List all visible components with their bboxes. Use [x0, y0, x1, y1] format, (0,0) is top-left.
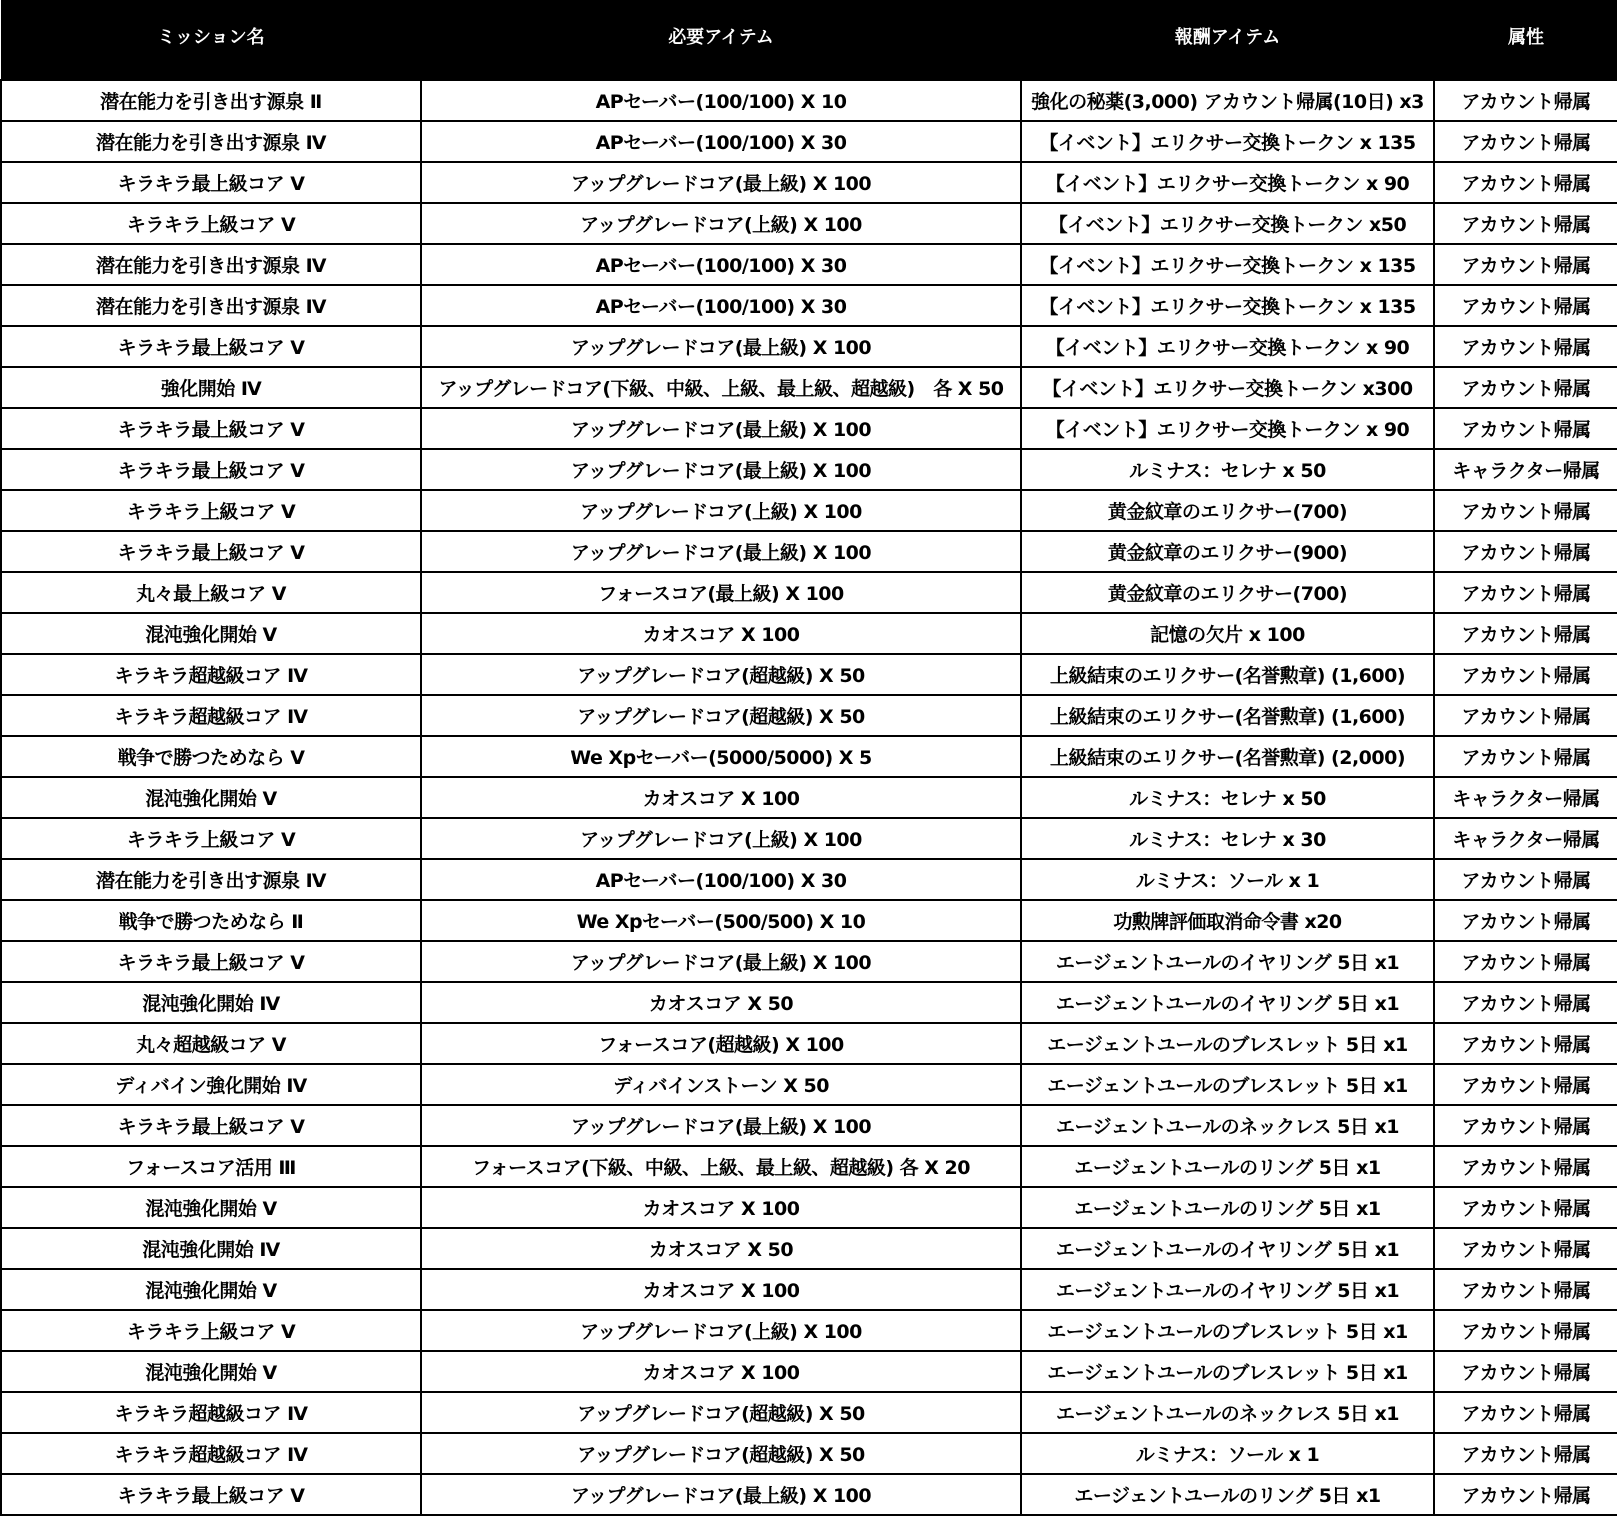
required-items-cell: アップグレードコア(超越級) X 50: [421, 654, 1021, 695]
reward-items-cell: 【イベント】エリクサー交換トークン x 135: [1021, 244, 1434, 285]
attribute-cell: アカウント帰属: [1434, 1105, 1617, 1146]
header-reward-items: 報酬アイテム: [1021, 0, 1434, 80]
table-row: [1, 162, 1617, 203]
mission-name-cell: キラキラ最上級コア V: [1, 408, 421, 449]
reward-items-cell: エージェントユールのブレスレット 5日 x1: [1021, 1064, 1434, 1105]
mission-name-cell: 強化開始 Ⅳ: [1, 367, 421, 408]
mission-name-cell: 混沌強化開始 V: [1, 1187, 421, 1228]
mission-name-cell: 混沌強化開始 V: [1, 1269, 421, 1310]
mission-name-cell: キラキラ超越級コア Ⅳ: [1, 695, 421, 736]
required-items-cell: アップグレードコア(最上級) X 100: [421, 162, 1021, 203]
required-items-cell: アップグレードコア(超越級) X 50: [421, 1433, 1021, 1474]
table-row: [1, 367, 1617, 408]
required-items-cell: カオスコア X 50: [421, 1228, 1021, 1269]
table-row: [1, 859, 1617, 900]
attribute-cell: アカウント帰属: [1434, 1023, 1617, 1064]
attribute-cell: アカウント帰属: [1434, 1228, 1617, 1269]
mission-name-cell: キラキラ超越級コア Ⅳ: [1, 654, 421, 695]
reward-items-cell: エージェントユールのブレスレット 5日 x1: [1021, 1351, 1434, 1392]
reward-items-cell: ルミナス：セレナ x 30: [1021, 818, 1434, 859]
reward-items-cell: 黄金紋章のエリクサー(700): [1021, 572, 1434, 613]
table-row: [1, 736, 1617, 777]
required-items-cell: カオスコア X 100: [421, 613, 1021, 654]
mission-name-cell: 混沌強化開始 Ⅳ: [1, 982, 421, 1023]
reward-items-cell: 【イベント】エリクサー交換トークン x 135: [1021, 285, 1434, 326]
attribute-cell: アカウント帰属: [1434, 162, 1617, 203]
required-items-cell: アップグレードコア(最上級) X 100: [421, 408, 1021, 449]
required-items-cell: アップグレードコア(超越級) X 50: [421, 1392, 1021, 1433]
reward-items-cell: 黄金紋章のエリクサー(900): [1021, 531, 1434, 572]
mission-name-cell: 戦争で勝つためなら V: [1, 736, 421, 777]
attribute-cell: アカウント帰属: [1434, 859, 1617, 900]
mission-name-cell: キラキラ最上級コア V: [1, 941, 421, 982]
attribute-cell: アカウント帰属: [1434, 408, 1617, 449]
required-items-cell: アップグレードコア(上級) X 100: [421, 203, 1021, 244]
table-row: [1, 80, 1617, 121]
mission-name-cell: キラキラ超越級コア Ⅳ: [1, 1392, 421, 1433]
table-row: [1, 900, 1617, 941]
mission-name-cell: 潜在能力を引き出す源泉 Ⅱ: [1, 80, 421, 121]
attribute-cell: アカウント帰属: [1434, 490, 1617, 531]
attribute-cell: アカウント帰属: [1434, 1392, 1617, 1433]
reward-items-cell: 記憶の欠片 x 100: [1021, 613, 1434, 654]
attribute-cell: キャラクター帰属: [1434, 777, 1617, 818]
table-row: [1, 285, 1617, 326]
table-row: [1, 1351, 1617, 1392]
required-items-cell: アップグレードコア(上級) X 100: [421, 818, 1021, 859]
mission-name-cell: キラキラ上級コア V: [1, 490, 421, 531]
attribute-cell: アカウント帰属: [1434, 326, 1617, 367]
reward-items-cell: 【イベント】エリクサー交換トークン x 90: [1021, 162, 1434, 203]
mission-name-cell: キラキラ最上級コア V: [1, 531, 421, 572]
header-required-items: 必要アイテム: [421, 0, 1021, 80]
attribute-cell: アカウント帰属: [1434, 900, 1617, 941]
reward-items-cell: 黄金紋章のエリクサー(700): [1021, 490, 1434, 531]
attribute-cell: アカウント帰属: [1434, 1310, 1617, 1351]
reward-items-cell: エージェントユールのネックレス 5日 x1: [1021, 1105, 1434, 1146]
required-items-cell: カオスコア X 50: [421, 982, 1021, 1023]
table-row: [1, 654, 1617, 695]
reward-items-cell: エージェントユールのイヤリング 5日 x1: [1021, 1269, 1434, 1310]
table-row: [1, 326, 1617, 367]
attribute-cell: アカウント帰属: [1434, 613, 1617, 654]
table-row: [1, 1474, 1617, 1515]
attribute-cell: アカウント帰属: [1434, 982, 1617, 1023]
required-items-cell: アップグレードコア(上級) X 100: [421, 490, 1021, 531]
required-items-cell: アップグレードコア(最上級) X 100: [421, 326, 1021, 367]
mission-name-cell: 潜在能力を引き出す源泉 Ⅳ: [1, 121, 421, 162]
required-items-cell: We Xpセーバー(5000/5000) X 5: [421, 736, 1021, 777]
required-items-cell: アップグレードコア(最上級) X 100: [421, 1105, 1021, 1146]
mission-name-cell: キラキラ最上級コア V: [1, 162, 421, 203]
attribute-cell: アカウント帰属: [1434, 1146, 1617, 1187]
reward-items-cell: ルミナス：セレナ x 50: [1021, 449, 1434, 490]
mission-name-cell: 潜在能力を引き出す源泉 Ⅳ: [1, 244, 421, 285]
mission-name-cell: 潜在能力を引き出す源泉 Ⅳ: [1, 859, 421, 900]
reward-items-cell: エージェントユールのイヤリング 5日 x1: [1021, 982, 1434, 1023]
mission-name-cell: 混沌強化開始 V: [1, 777, 421, 818]
mission-name-cell: 混沌強化開始 V: [1, 613, 421, 654]
table-row: [1, 1310, 1617, 1351]
required-items-cell: カオスコア X 100: [421, 1269, 1021, 1310]
header-mission-name: ミッション名: [1, 0, 421, 80]
table-row: [1, 1187, 1617, 1228]
reward-items-cell: エージェントユールのリング 5日 x1: [1021, 1474, 1434, 1515]
required-items-cell: フォースコア(下級、中級、上級、最上級、超越級) 各 X 20: [421, 1146, 1021, 1187]
required-items-cell: アップグレードコア(最上級) X 100: [421, 449, 1021, 490]
required-items-cell: アップグレードコア(下級、中級、上級、最上級、超越級) 各 X 50: [421, 367, 1021, 408]
required-items-cell: カオスコア X 100: [421, 1187, 1021, 1228]
attribute-cell: アカウント帰属: [1434, 121, 1617, 162]
header-row: [1, 0, 1617, 80]
mission-name-cell: キラキラ最上級コア V: [1, 326, 421, 367]
required-items-cell: We Xpセーバー(500/500) X 10: [421, 900, 1021, 941]
attribute-cell: アカウント帰属: [1434, 654, 1617, 695]
required-items-cell: カオスコア X 100: [421, 777, 1021, 818]
table-row: [1, 490, 1617, 531]
reward-items-cell: ルミナス：ソール x 1: [1021, 1433, 1434, 1474]
table-row: [1, 1228, 1617, 1269]
mission-name-cell: キラキラ最上級コア V: [1, 1105, 421, 1146]
mission-name-cell: 丸々超越級コア V: [1, 1023, 421, 1064]
required-items-cell: APセーバー(100/100) X 30: [421, 121, 1021, 162]
reward-items-cell: ルミナス：ソール x 1: [1021, 859, 1434, 900]
table-row: [1, 244, 1617, 285]
reward-items-cell: エージェントユールのリング 5日 x1: [1021, 1146, 1434, 1187]
attribute-cell: アカウント帰属: [1434, 531, 1617, 572]
mission-name-cell: 混沌強化開始 V: [1, 1351, 421, 1392]
reward-items-cell: ルミナス：セレナ x 50: [1021, 777, 1434, 818]
attribute-cell: キャラクター帰属: [1434, 818, 1617, 859]
table-row: [1, 1023, 1617, 1064]
reward-items-cell: 【イベント】エリクサー交換トークン x50: [1021, 203, 1434, 244]
mission-name-cell: 潜在能力を引き出す源泉 Ⅳ: [1, 285, 421, 326]
attribute-cell: アカウント帰属: [1434, 572, 1617, 613]
reward-items-cell: 上級結束のエリクサー(名誉勲章) (2,000): [1021, 736, 1434, 777]
reward-items-cell: エージェントユールのブレスレット 5日 x1: [1021, 1023, 1434, 1064]
mission-name-cell: キラキラ上級コア V: [1, 818, 421, 859]
attribute-cell: アカウント帰属: [1434, 285, 1617, 326]
required-items-cell: アップグレードコア(最上級) X 100: [421, 941, 1021, 982]
attribute-cell: アカウント帰属: [1434, 1351, 1617, 1392]
reward-items-cell: エージェントユールのネックレス 5日 x1: [1021, 1392, 1434, 1433]
table-row: [1, 941, 1617, 982]
required-items-cell: ディバインストーン X 50: [421, 1064, 1021, 1105]
table-row: [1, 572, 1617, 613]
reward-items-cell: 強化の秘薬(3,000) アカウント帰属(10日) x3: [1021, 80, 1434, 121]
table-row: [1, 408, 1617, 449]
required-items-cell: カオスコア X 100: [421, 1351, 1021, 1392]
required-items-cell: APセーバー(100/100) X 30: [421, 244, 1021, 285]
table-row: [1, 1433, 1617, 1474]
reward-items-cell: 【イベント】エリクサー交換トークン x 90: [1021, 408, 1434, 449]
reward-items-cell: エージェントユールのイヤリング 5日 x1: [1021, 1228, 1434, 1269]
attribute-cell: アカウント帰属: [1434, 203, 1617, 244]
table-row: [1, 613, 1617, 654]
attribute-cell: アカウント帰属: [1434, 1474, 1617, 1515]
mission-name-cell: キラキラ上級コア V: [1, 1310, 421, 1351]
header-attribute: 属性: [1434, 0, 1617, 80]
attribute-cell: アカウント帰属: [1434, 1433, 1617, 1474]
mission-name-cell: キラキラ上級コア V: [1, 203, 421, 244]
mission-name-cell: 戦争で勝つためなら Ⅱ: [1, 900, 421, 941]
attribute-cell: アカウント帰属: [1434, 1269, 1617, 1310]
reward-items-cell: エージェントユールのリング 5日 x1: [1021, 1187, 1434, 1228]
table-row: [1, 203, 1617, 244]
reward-items-cell: 上級結束のエリクサー(名誉勲章) (1,600): [1021, 695, 1434, 736]
table-row: [1, 1105, 1617, 1146]
table-body: [1, 80, 1617, 1515]
reward-items-cell: 功勲牌評価取消命令書 x20: [1021, 900, 1434, 941]
mission-name-cell: フォースコア活用 Ⅲ: [1, 1146, 421, 1187]
table-row: [1, 449, 1617, 490]
table-header: [1, 0, 1617, 80]
mission-name-cell: キラキラ最上級コア V: [1, 1474, 421, 1515]
required-items-cell: APセーバー(100/100) X 30: [421, 285, 1021, 326]
required-items-cell: フォースコア(超越級) X 100: [421, 1023, 1021, 1064]
reward-items-cell: 【イベント】エリクサー交換トークン x 90: [1021, 326, 1434, 367]
table-row: [1, 695, 1617, 736]
table-row: [1, 777, 1617, 818]
table-row: [1, 1146, 1617, 1187]
mission-name-cell: 混沌強化開始 Ⅳ: [1, 1228, 421, 1269]
attribute-cell: アカウント帰属: [1434, 367, 1617, 408]
attribute-cell: アカウント帰属: [1434, 1064, 1617, 1105]
attribute-cell: アカウント帰属: [1434, 736, 1617, 777]
required-items-cell: APセーバー(100/100) X 30: [421, 859, 1021, 900]
required-items-cell: アップグレードコア(超越級) X 50: [421, 695, 1021, 736]
reward-items-cell: 上級結束のエリクサー(名誉勲章) (1,600): [1021, 654, 1434, 695]
required-items-cell: アップグレードコア(最上級) X 100: [421, 1474, 1021, 1515]
table-row: [1, 531, 1617, 572]
reward-items-cell: エージェントユールのブレスレット 5日 x1: [1021, 1310, 1434, 1351]
mission-name-cell: ディバイン強化開始 Ⅳ: [1, 1064, 421, 1105]
reward-items-cell: エージェントユールのイヤリング 5日 x1: [1021, 941, 1434, 982]
attribute-cell: アカウント帰属: [1434, 941, 1617, 982]
table-row: [1, 982, 1617, 1023]
required-items-cell: アップグレードコア(最上級) X 100: [421, 531, 1021, 572]
required-items-cell: アップグレードコア(上級) X 100: [421, 1310, 1021, 1351]
table-row: [1, 818, 1617, 859]
reward-items-cell: 【イベント】エリクサー交換トークン x300: [1021, 367, 1434, 408]
required-items-cell: フォースコア(最上級) X 100: [421, 572, 1021, 613]
table-row: [1, 1269, 1617, 1310]
mission-name-cell: キラキラ超越級コア Ⅳ: [1, 1433, 421, 1474]
mission-name-cell: 丸々最上級コア V: [1, 572, 421, 613]
attribute-cell: アカウント帰属: [1434, 80, 1617, 121]
attribute-cell: アカウント帰属: [1434, 695, 1617, 736]
mission-name-cell: キラキラ最上級コア V: [1, 449, 421, 490]
attribute-cell: アカウント帰属: [1434, 244, 1617, 285]
table-row: [1, 121, 1617, 162]
attribute-cell: アカウント帰属: [1434, 1187, 1617, 1228]
required-items-cell: APセーバー(100/100) X 10: [421, 80, 1021, 121]
table-row: [1, 1064, 1617, 1105]
attribute-cell: キャラクター帰属: [1434, 449, 1617, 490]
table-row: [1, 1392, 1617, 1433]
reward-items-cell: 【イベント】エリクサー交換トークン x 135: [1021, 121, 1434, 162]
